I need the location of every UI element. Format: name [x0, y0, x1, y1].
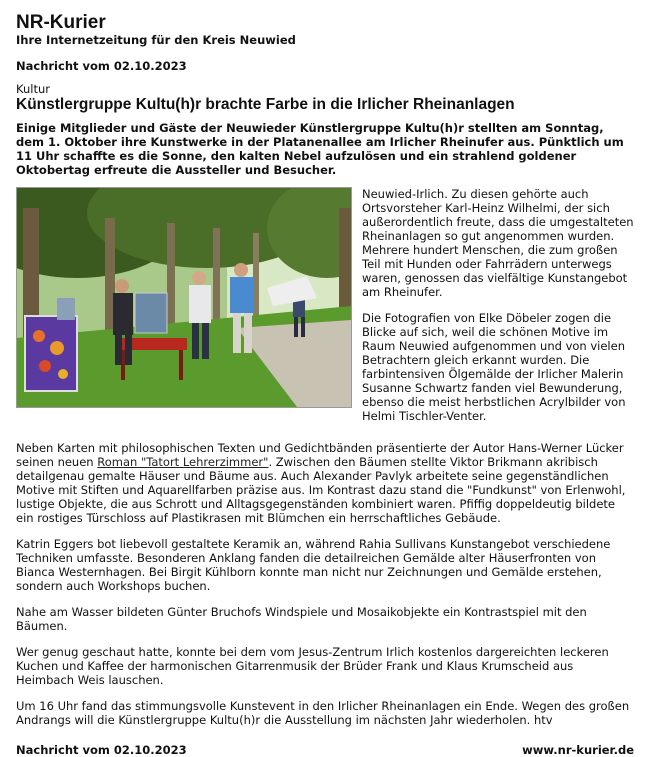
paragraph-3-before: Neben Karten mit philosophischen Texten und Gedichtbänden präsentierte der Autor Hans-Werner Lücker seinen neuen [16, 441, 624, 469]
footer-date-line: Nachricht vom 02.10.2023 [16, 743, 187, 757]
paragraph-5: Nahe am Wasser bildeten Günter Bruchofs Windspiele und Mosaikobjekte ein Kontrastspiel mit den Bäumen. [16, 605, 587, 633]
article-lead: Einige Mitglieder und Gäste der Neuwieder Künstlergruppe Kultu(h)r stellten am Sonntag, dem 1. Oktober ihre Kunstwerke in der Platanenallee am Irlicher Rheinufer aus. Pünktlich um 11 Uhr schaffte es die Sonne, den kalten Nebel aufzulösen und ein strahlend goldener Oktobertag erfreute die Aussteller und Besucher. [16, 121, 624, 177]
paragraph-4: Katrin Eggers bot liebevoll gestaltete Keramik an, während Rahia Sullivans Kunstangebot verschiedene Techniken umfasste. Besonderen Anklang fanden die detailreichen Gemälde alter Häuserfronten von Bianca Westernhagen. Bei Birgit Kühlborn konnte man nicht nur Zeichnungen und Gemälde erstehen, sondern auch Workshops buchen. [16, 537, 611, 593]
photo-illustration [17, 188, 351, 407]
article-photo[interactable] [16, 187, 352, 408]
footer-url[interactable]: www.nr-kurier.de [522, 743, 634, 757]
paragraph-7: Um 16 Uhr fand das stimmungsvolle Kunstevent in den Irlicher Rheinanlagen ein Ende. Wegen des großen Andrangs will die Künstlergruppe Kultu(h)r die Ausstellung im nächsten Jahr wiederholen. htv [16, 699, 630, 727]
footer [16, 743, 634, 757]
paragraph-3-after: . Zwischen den Bäumen stellte Viktor Brikmann akribisch detailgenau gemalte Häuser und Bäume aus. Auch Alexander Pavlyk arbeitete seine gegenständlichen Motive mit Stiften und Aquarellfarben präzise aus. Im Kontrast dazu stand die "Fundkunst" von Erlenwohl, lustige Objekte, die aus Schrott und Alltagsgegenständen kombiniert waren. Pfiffig doppeldeutig bildete ein rostiges Türschloss auf Plastikrasen mit Blümchen ein herrschaftliches Gebäude. [16, 455, 626, 525]
site-title: NR-Kurier [16, 12, 106, 33]
paragraph-3 [16, 441, 634, 525]
novel-link[interactable]: Roman "Tatort Lehrerzimmer" [97, 455, 269, 469]
paragraph-1: Neuwied-Irlich. Zu diesen gehörte auch Ortsvorsteher Karl-Heinz Wilhelmi, der sich außerordentlich freute, dass die umgestalteten Rheinanlagen so gut angenommen wurden. Mehrere hundert Menschen, die zum großen Teil mit Hunden oder Fahrrädern unterwegs waren, genossen das vielfältige Kunstangebot am Rheinufer. [362, 187, 634, 299]
site-subtitle: Ihre Internetzeitung für den Kreis Neuwied [16, 33, 296, 47]
rubric: Kultur [16, 82, 50, 96]
date-line: Nachricht vom 02.10.2023 [16, 59, 187, 73]
article-headline: Künstlergruppe Kultu(h)r brachte Farbe in die Irlicher Rheinanlagen [16, 96, 515, 113]
paragraph-6: Wer genug geschaut hatte, konnte bei dem vom Jesus-Zentrum Irlich kostenlos dargereichten leckeren Kuchen und Kaffee der harmonischen Gitarrenmusik der Brüder Frank und Klaus Krumscheid aus Heimbach Weis lauschen. [16, 645, 609, 687]
paragraph-2: Die Fotografien von Elke Döbeler zogen die Blicke auf sich, weil die schönen Motive im Raum Neuwied aufgenommen und von vielen Betrachtern gleich erkannt wurden. Die farbintensiven Ölgemälde der Irlicher Malerin Susanne Schwartz fanden viel Bewunderung, ebenso die meist herbstlichen Acrylbilder von Helmi Tischler-Venter. [362, 311, 626, 423]
